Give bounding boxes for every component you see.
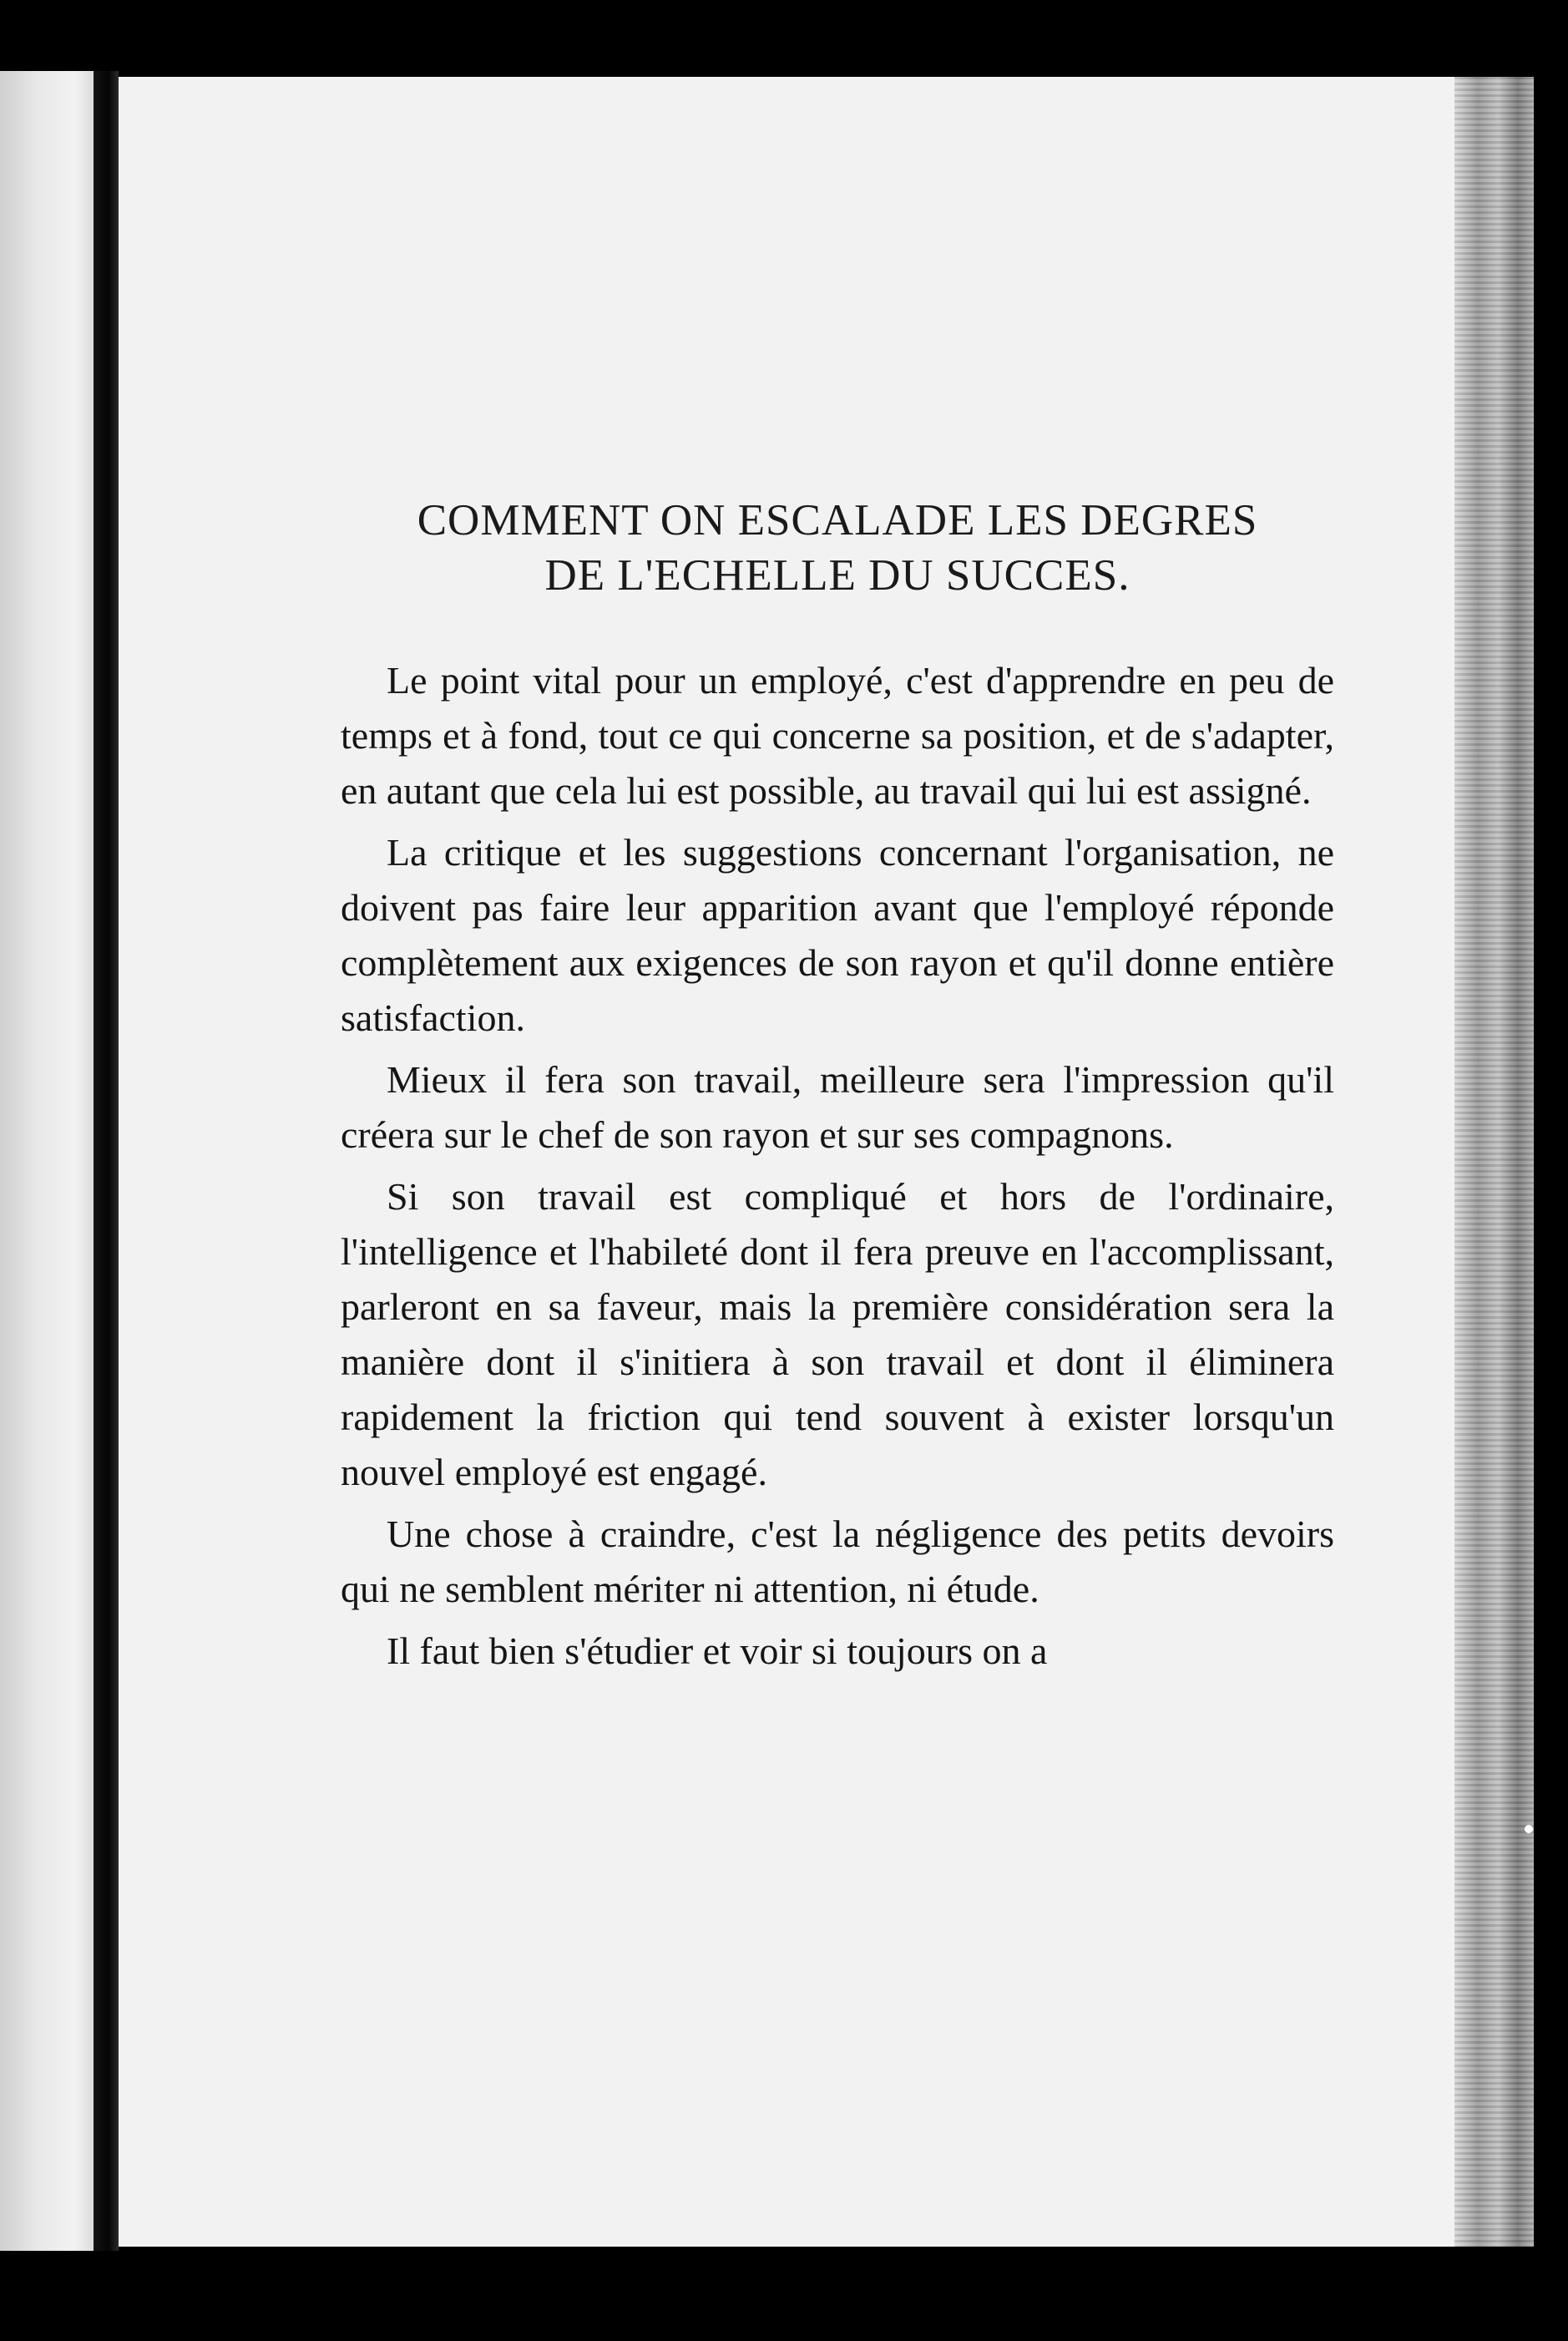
- book-gutter: [94, 71, 119, 2251]
- page-stack-edge: [1454, 77, 1534, 2247]
- paragraph-2: La critique et les suggestions concernant l'organisation, ne doivent pas faire leur apparition avant que l'employé réponde complètement aux exigences de son rayon et qu'il donne entière satisfaction.: [341, 831, 1334, 1039]
- scan-speck: [1525, 1825, 1533, 1833]
- body-text: [341, 653, 1334, 1679]
- chapter-title-line-2: DE L'ECHELLE DU SUCCES.: [544, 551, 1130, 600]
- chapter-title-line-1: COMMENT ON ESCALADE LES DEGRES: [417, 496, 1258, 545]
- paragraph-3: Mieux il fera son travail, meilleure sera l'impression qu'il créera sur le chef de son rayon et sur ses compagnons.: [341, 1058, 1334, 1156]
- paragraph-5: Une chose à craindre, c'est la négligence des petits devoirs qui ne semblent mériter ni attention, ni étude.: [341, 1513, 1334, 1610]
- left-page-edge: [0, 71, 94, 2251]
- page-content: [341, 493, 1334, 1685]
- paragraph-1: Le point vital pour un employé, c'est d'apprendre en peu de temps et à fond, tout ce qui concerne sa position, et de s'adapter, en autant que cela lui est possible, au travail qui lui est assigné.: [341, 659, 1334, 812]
- chapter-title: [341, 493, 1334, 603]
- paragraph-6: Il faut bien s'étudier et voir si toujours on a: [387, 1629, 1048, 1672]
- paragraph-4: Si son travail est compliqué et hors de l'ordinaire, l'intelligence et l'habileté dont il fera preuve en l'accomplissant, parleront en sa faveur, mais la première considération sera la manière dont il s'initiera à son travail et dont il éliminera rapidement la friction qui tend souvent à exister lorsqu'un nouvel employé est engagé.: [341, 1175, 1334, 1493]
